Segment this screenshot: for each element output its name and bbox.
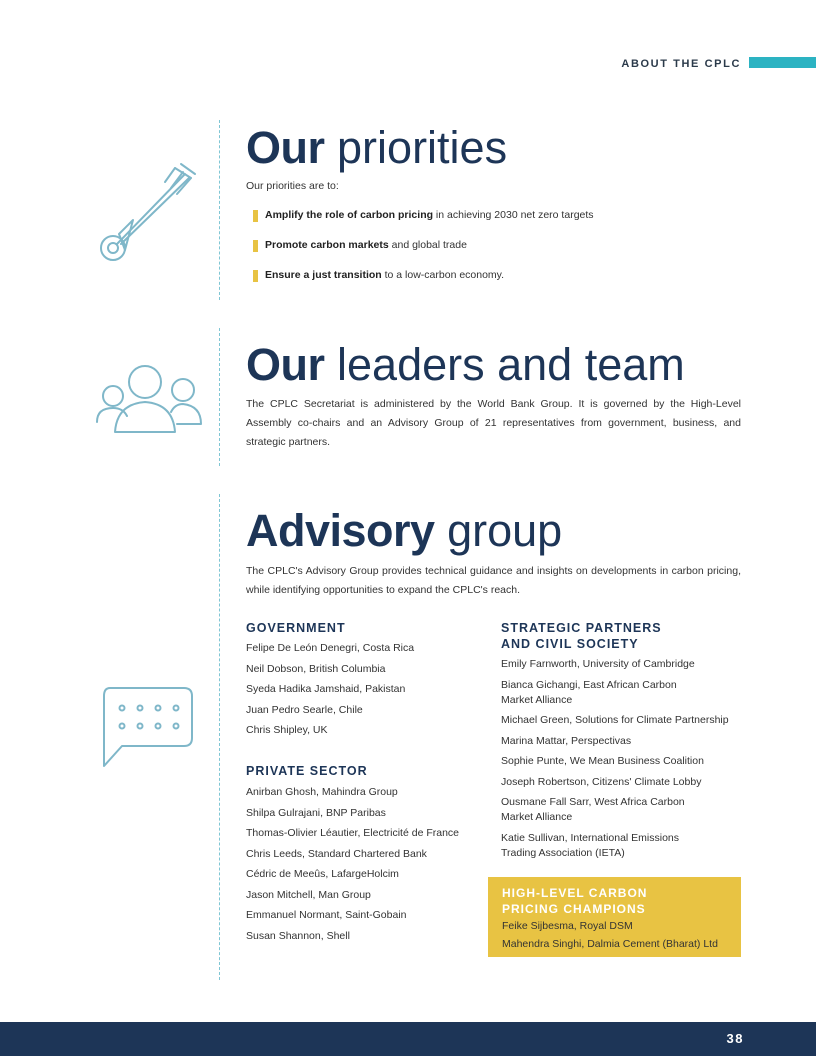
list-item: Thomas-Olivier Léautier, Electricité de France	[246, 827, 459, 839]
bullet-marker	[253, 270, 258, 282]
strategic-partners-list	[501, 657, 729, 866]
list-item: Chris Shipley, UK	[246, 724, 328, 736]
list-item: Syeda Hadika Jamshaid, Pakistan	[246, 683, 406, 695]
list-item: Shilpa Gulrajani, BNP Paribas	[246, 806, 386, 819]
priorities-list	[253, 209, 594, 299]
list-item: Susan Shannon, Shell	[246, 929, 350, 942]
list-item	[253, 239, 594, 269]
list-item: Neil Dobson, British Columbia	[246, 662, 386, 675]
divider-advisory	[219, 494, 220, 980]
header-accent-bar	[749, 57, 816, 68]
divider-priorities	[219, 120, 220, 300]
private-sector-heading: PRIVATE SECTOR	[246, 764, 368, 778]
priority-bold: Amplify the role of carbon pricing	[265, 209, 434, 221]
list-item: Bianca Gichangi, East African Carbon Market Alliance	[501, 678, 677, 706]
section-header-label: ABOUT THE CPLC	[621, 58, 741, 70]
strategic-heading-line2: AND CIVIL SOCIETY	[501, 637, 639, 651]
page-footer	[0, 1022, 816, 1056]
list-item: Anirban Ghosh, Mahindra Group	[246, 786, 398, 798]
list-item: Sophie Punte, We Mean Business Coalition	[501, 755, 704, 767]
list-item: Joseph Robertson, Citizens' Climate Lobby	[501, 775, 702, 788]
speech-bubble-icon	[100, 686, 194, 768]
government-list	[246, 641, 414, 744]
priorities-intro: Our priorities are to:	[246, 180, 339, 192]
champions-heading	[502, 885, 647, 917]
priority-rest: and global trade	[388, 239, 467, 251]
bullet-marker	[253, 240, 258, 252]
leaders-title-bold: Our	[246, 339, 325, 390]
list-item: Chris Leeds, Standard Chartered Bank	[246, 847, 427, 860]
government-heading: GOVERNMENT	[246, 621, 346, 635]
list-item: Emily Farnworth, University of Cambridge	[501, 658, 695, 670]
list-item: Marina Mattar, Perspectivas	[501, 734, 632, 747]
advisory-title-light: group	[447, 505, 563, 556]
list-item: Emmanuel Normant, Saint-Gobain	[246, 909, 407, 921]
list-item: Mahendra Singhi, Dalmia Cement (Bharat) Ltd	[502, 938, 718, 950]
list-item: Ousmane Fall Sarr, West Africa Carbon Market Alliance	[501, 796, 685, 823]
list-item: Felipe De León Denegri, Costa Rica	[246, 642, 415, 654]
bullet-marker	[253, 210, 258, 222]
list-item: Feike Sijbesma, Royal DSM	[502, 920, 633, 932]
list-item: Juan Pedro Searle, Chile	[246, 703, 363, 716]
champions-heading-line1: HIGH-LEVEL CARBON	[502, 886, 648, 900]
list-item: Jason Mitchell, Man Group	[246, 888, 371, 901]
advisory-body: The CPLC's Advisory Group provides technical guidance and insights on developments in carbon pricing, while identifying opportunities to expand the CPLC's reach.	[246, 565, 741, 596]
arrow-target-icon	[95, 160, 205, 268]
champions-heading-line2: PRICING CHAMPIONS	[502, 902, 646, 916]
strategic-heading-line1: STRATEGIC PARTNERS	[501, 621, 662, 635]
list-item: Michael Green, Solutions for Climate Partnership	[501, 714, 729, 726]
priority-rest: in achieving 2030 net zero targets	[433, 209, 594, 221]
team-people-icon	[93, 360, 205, 438]
leaders-title-light: leaders and team	[337, 339, 685, 390]
champions-box	[488, 877, 741, 957]
list-item	[253, 269, 594, 299]
page-number: 38	[726, 1031, 744, 1046]
list-item: Cédric de Meeûs, LafargeHolcim	[246, 868, 399, 880]
private-sector-list	[246, 785, 459, 949]
priorities-title-bold: Our	[246, 122, 325, 173]
list-item	[253, 209, 594, 239]
leaders-body: The CPLC Secretariat is administered by the World Bank Group. It is governed by the High-Level Assembly co-chairs and an Advisory Group of 21 representatives from government, business, and strategic partners.	[246, 398, 741, 448]
advisory-title-bold: Advisory	[246, 505, 435, 556]
advisory-title	[246, 505, 563, 556]
leaders-title	[246, 339, 685, 390]
priority-rest: to a low-carbon economy.	[381, 269, 505, 281]
champions-list	[502, 919, 718, 955]
priorities-title-light: priorities	[337, 122, 508, 173]
priority-bold: Ensure a just transition	[265, 269, 382, 281]
priorities-title	[246, 122, 508, 173]
strategic-partners-heading	[501, 620, 662, 652]
priority-bold: Promote carbon markets	[265, 239, 389, 251]
list-item: Katie Sullivan, International Emissions Trading Association (IETA)	[501, 831, 680, 859]
divider-leaders	[219, 328, 220, 466]
